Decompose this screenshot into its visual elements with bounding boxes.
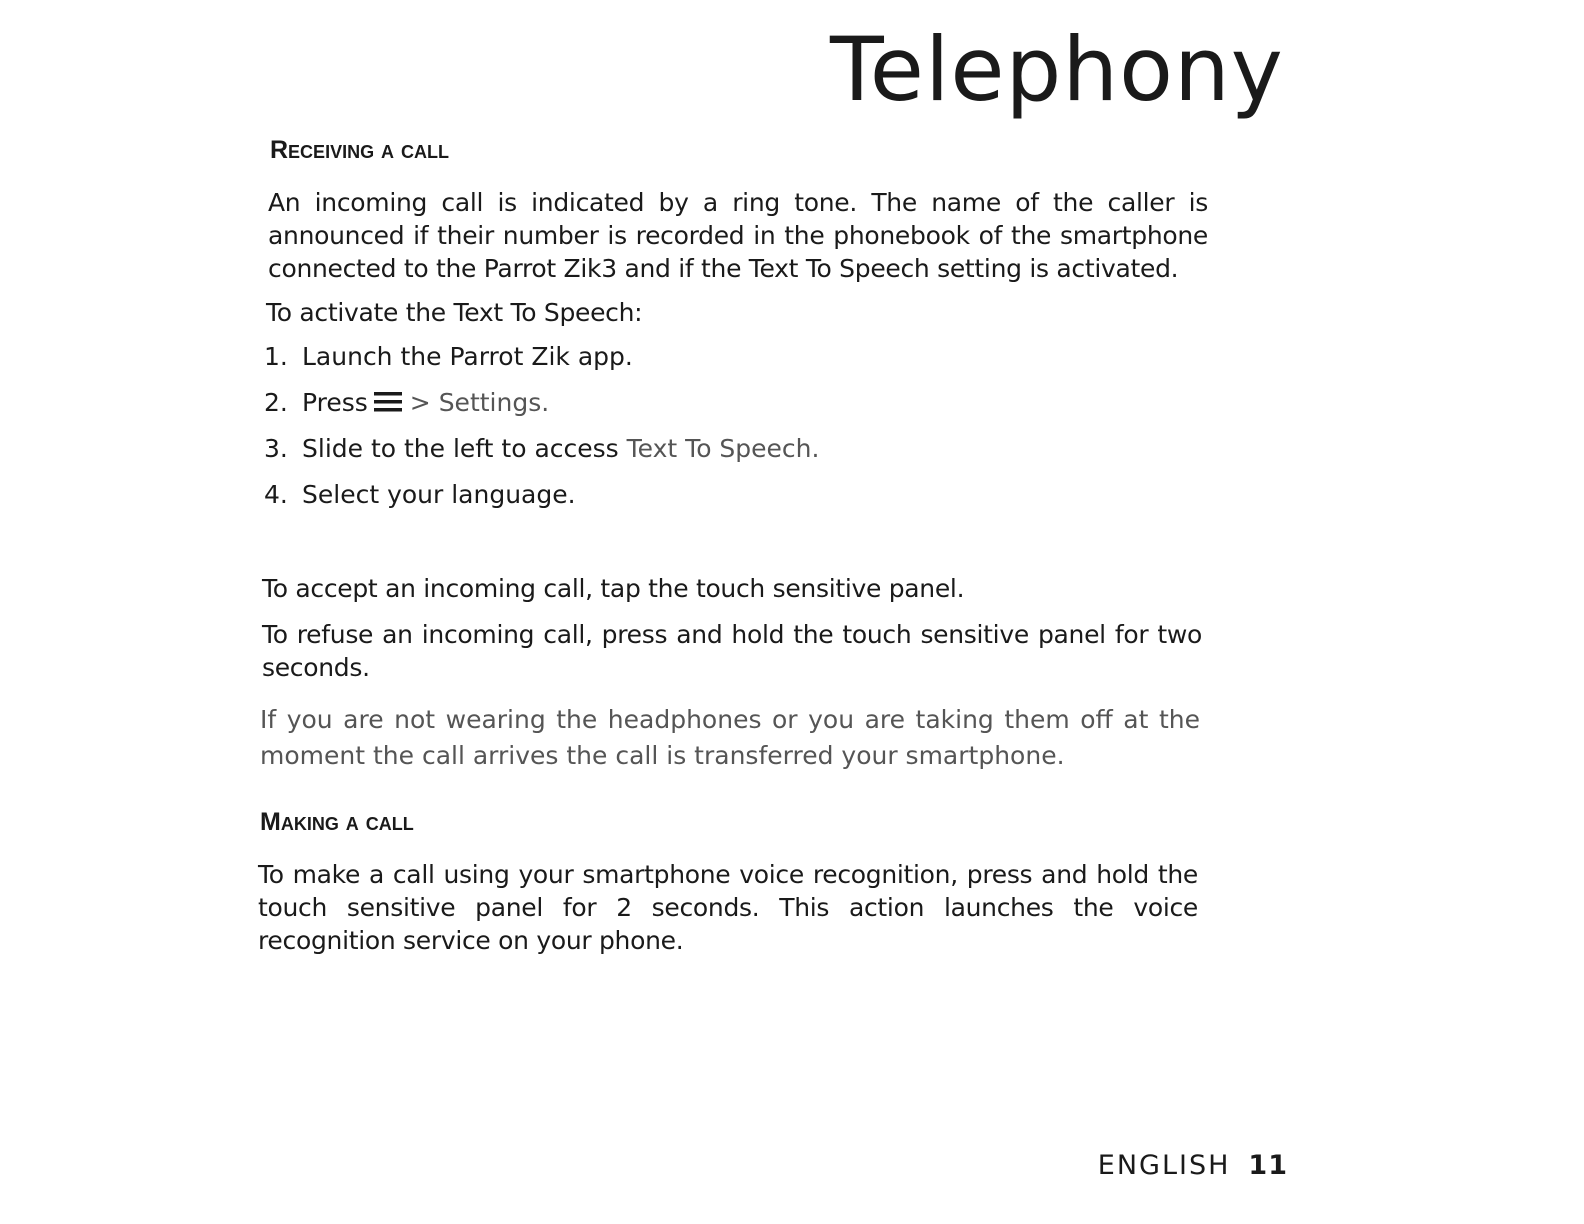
step-text: Launch the Parrot Zik app. [302,342,633,371]
activate-tts-intro: To activate the Text To Speech: [266,298,643,327]
step-text: Select your language. [302,480,576,509]
incoming-call-paragraph: An incoming call is indicated by a ring tone. The name of the caller is announced if their number is recorded in the phonebook of the smartphone connected to the Parrot Zik3 and if the Text To Speech setting is activated. [268,188,1208,283]
accept-call-paragraph: To accept an incoming call, tap the touch sensitive panel. [262,574,965,603]
refuse-call-paragraph: To refuse an incoming call, press and hold the touch sensitive panel for two seconds. [262,620,1202,682]
menu-icon [372,391,404,413]
step-number: 3. [264,434,288,463]
list-item [264,340,819,386]
page-number: 11 [1248,1150,1288,1181]
step-text: Slide to the left to access [302,434,619,463]
step-text: Press [302,388,368,417]
page-title: Telephony [830,18,1284,121]
making-call-paragraph: To make a call using your smartphone voice recognition, press and hold the touch sensitive panel for 2 seconds. This action launches the voice recognition service on your phone. [258,860,1198,955]
footer-language: ENGLISH [1097,1150,1231,1181]
step-number: 1. [264,342,288,371]
step-text-tts: Text To Speech. [626,434,820,463]
step-number: 2. [264,388,288,417]
list-item [264,386,819,432]
section-heading-receiving-call: Receiving a call [270,136,449,164]
list-item [264,478,819,524]
tts-steps-list [264,340,819,524]
step-text-settings: > Settings. [409,388,550,417]
page-footer [1098,1150,1288,1181]
not-wearing-paragraph: If you are not wearing the headphones or you are taking them off at the moment the call arrives the call is transferred your smartphone. [260,705,1200,770]
list-item [264,432,819,478]
step-number: 4. [264,480,288,509]
section-heading-making-call: Making a call [260,808,414,836]
